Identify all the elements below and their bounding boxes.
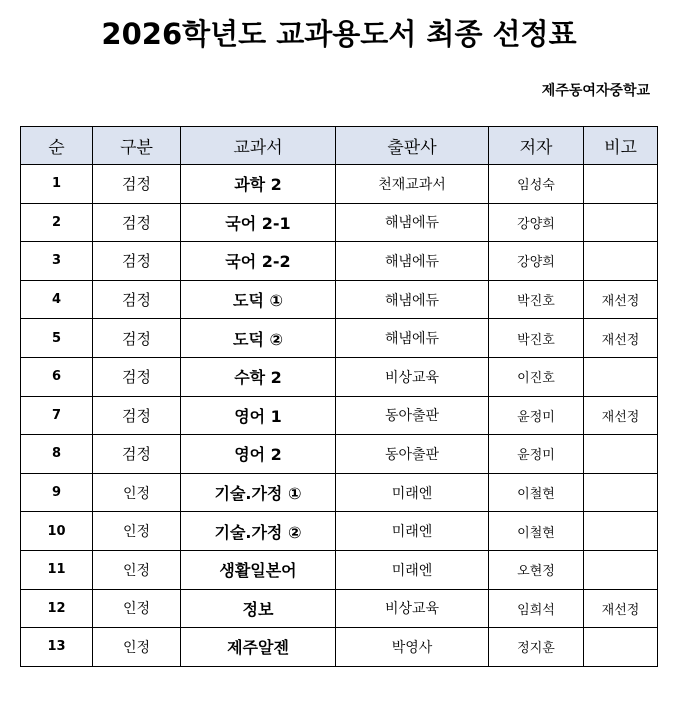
row-note (584, 242, 658, 281)
row-textbook: 기술.가정 ① (181, 473, 336, 512)
row-note: 재선정 (584, 319, 658, 358)
table-header-row (21, 127, 658, 165)
row-note (584, 628, 658, 667)
row-textbook: 국어 2-1 (181, 203, 336, 242)
row-note (584, 203, 658, 242)
row-kind: 검정 (93, 319, 181, 358)
table-row (21, 203, 658, 242)
row-note (584, 165, 658, 204)
header-publisher: 출판사 (336, 127, 489, 165)
row-textbook: 국어 2-2 (181, 242, 336, 281)
school-name: 제주동여자중학교 (541, 83, 650, 99)
row-kind: 인정 (93, 473, 181, 512)
row-number: 2 (21, 203, 93, 242)
row-textbook: 정보 (181, 589, 336, 628)
header-book: 교과서 (181, 127, 336, 165)
row-note: 재선정 (584, 280, 658, 319)
row-author: 박진호 (489, 319, 584, 358)
row-number: 1 (21, 165, 93, 204)
row-number: 3 (21, 242, 93, 281)
row-author: 이진호 (489, 357, 584, 396)
row-author: 오현정 (489, 550, 584, 589)
header-author: 저자 (489, 127, 584, 165)
row-textbook: 제주알젠 (181, 628, 336, 667)
row-textbook: 영어 2 (181, 435, 336, 474)
row-publisher: 비상교육 (336, 357, 489, 396)
row-publisher: 해냄에듀 (336, 203, 489, 242)
table-row (21, 357, 658, 396)
header-no: 순 (21, 127, 93, 165)
row-kind: 검정 (93, 357, 181, 396)
row-author: 박진호 (489, 280, 584, 319)
row-kind: 검정 (93, 165, 181, 204)
row-author: 임희석 (489, 589, 584, 628)
row-number: 10 (21, 512, 93, 551)
row-textbook: 영어 1 (181, 396, 336, 435)
row-number: 4 (21, 280, 93, 319)
row-textbook: 과학 2 (181, 165, 336, 204)
row-number: 13 (21, 628, 93, 667)
table-row (21, 435, 658, 474)
header-kind: 구분 (93, 127, 181, 165)
row-number: 9 (21, 473, 93, 512)
row-publisher: 동아출판 (336, 396, 489, 435)
row-note (584, 512, 658, 551)
row-author: 임성숙 (489, 165, 584, 204)
textbook-table (20, 126, 658, 667)
row-number: 8 (21, 435, 93, 474)
row-note (584, 550, 658, 589)
row-publisher: 미래엔 (336, 473, 489, 512)
row-textbook: 기술.가정 ② (181, 512, 336, 551)
row-author: 강양희 (489, 242, 584, 281)
table-row (21, 628, 658, 667)
row-note: 재선정 (584, 589, 658, 628)
table-row (21, 550, 658, 589)
row-kind: 인정 (93, 589, 181, 628)
table-row (21, 589, 658, 628)
row-author: 정지훈 (489, 628, 584, 667)
table-row (21, 280, 658, 319)
row-textbook: 생활일본어 (181, 550, 336, 589)
row-publisher: 박영사 (336, 628, 489, 667)
row-number: 6 (21, 357, 93, 396)
row-author: 윤정미 (489, 396, 584, 435)
row-textbook: 도덕 ② (181, 319, 336, 358)
table-row (21, 512, 658, 551)
row-number: 12 (21, 589, 93, 628)
row-publisher: 미래엔 (336, 512, 489, 551)
table-row (21, 165, 658, 204)
row-publisher: 해냄에듀 (336, 280, 489, 319)
row-publisher: 천재교과서 (336, 165, 489, 204)
row-note (584, 357, 658, 396)
row-textbook: 수학 2 (181, 357, 336, 396)
row-note: 재선정 (584, 396, 658, 435)
row-kind: 검정 (93, 203, 181, 242)
row-kind: 검정 (93, 242, 181, 281)
row-author: 이철현 (489, 512, 584, 551)
row-author: 강양희 (489, 203, 584, 242)
table-row (21, 396, 658, 435)
table-row (21, 473, 658, 512)
header-note: 비고 (584, 127, 658, 165)
row-number: 5 (21, 319, 93, 358)
row-publisher: 미래엔 (336, 550, 489, 589)
row-number: 7 (21, 396, 93, 435)
row-number: 11 (21, 550, 93, 589)
row-kind: 검정 (93, 280, 181, 319)
table-row (21, 319, 658, 358)
row-publisher: 비상교육 (336, 589, 489, 628)
row-kind: 검정 (93, 396, 181, 435)
row-kind: 검정 (93, 435, 181, 474)
row-kind: 인정 (93, 512, 181, 551)
row-publisher: 해냄에듀 (336, 319, 489, 358)
row-kind: 인정 (93, 550, 181, 589)
table-row (21, 242, 658, 281)
row-kind: 인정 (93, 628, 181, 667)
row-textbook: 도덕 ① (181, 280, 336, 319)
row-author: 이철현 (489, 473, 584, 512)
page-title: 2026학년도 교과용도서 최종 선정표 (101, 17, 577, 51)
row-publisher: 해냄에듀 (336, 242, 489, 281)
row-publisher: 동아출판 (336, 435, 489, 474)
row-author: 윤정미 (489, 435, 584, 474)
row-note (584, 435, 658, 474)
row-note (584, 473, 658, 512)
